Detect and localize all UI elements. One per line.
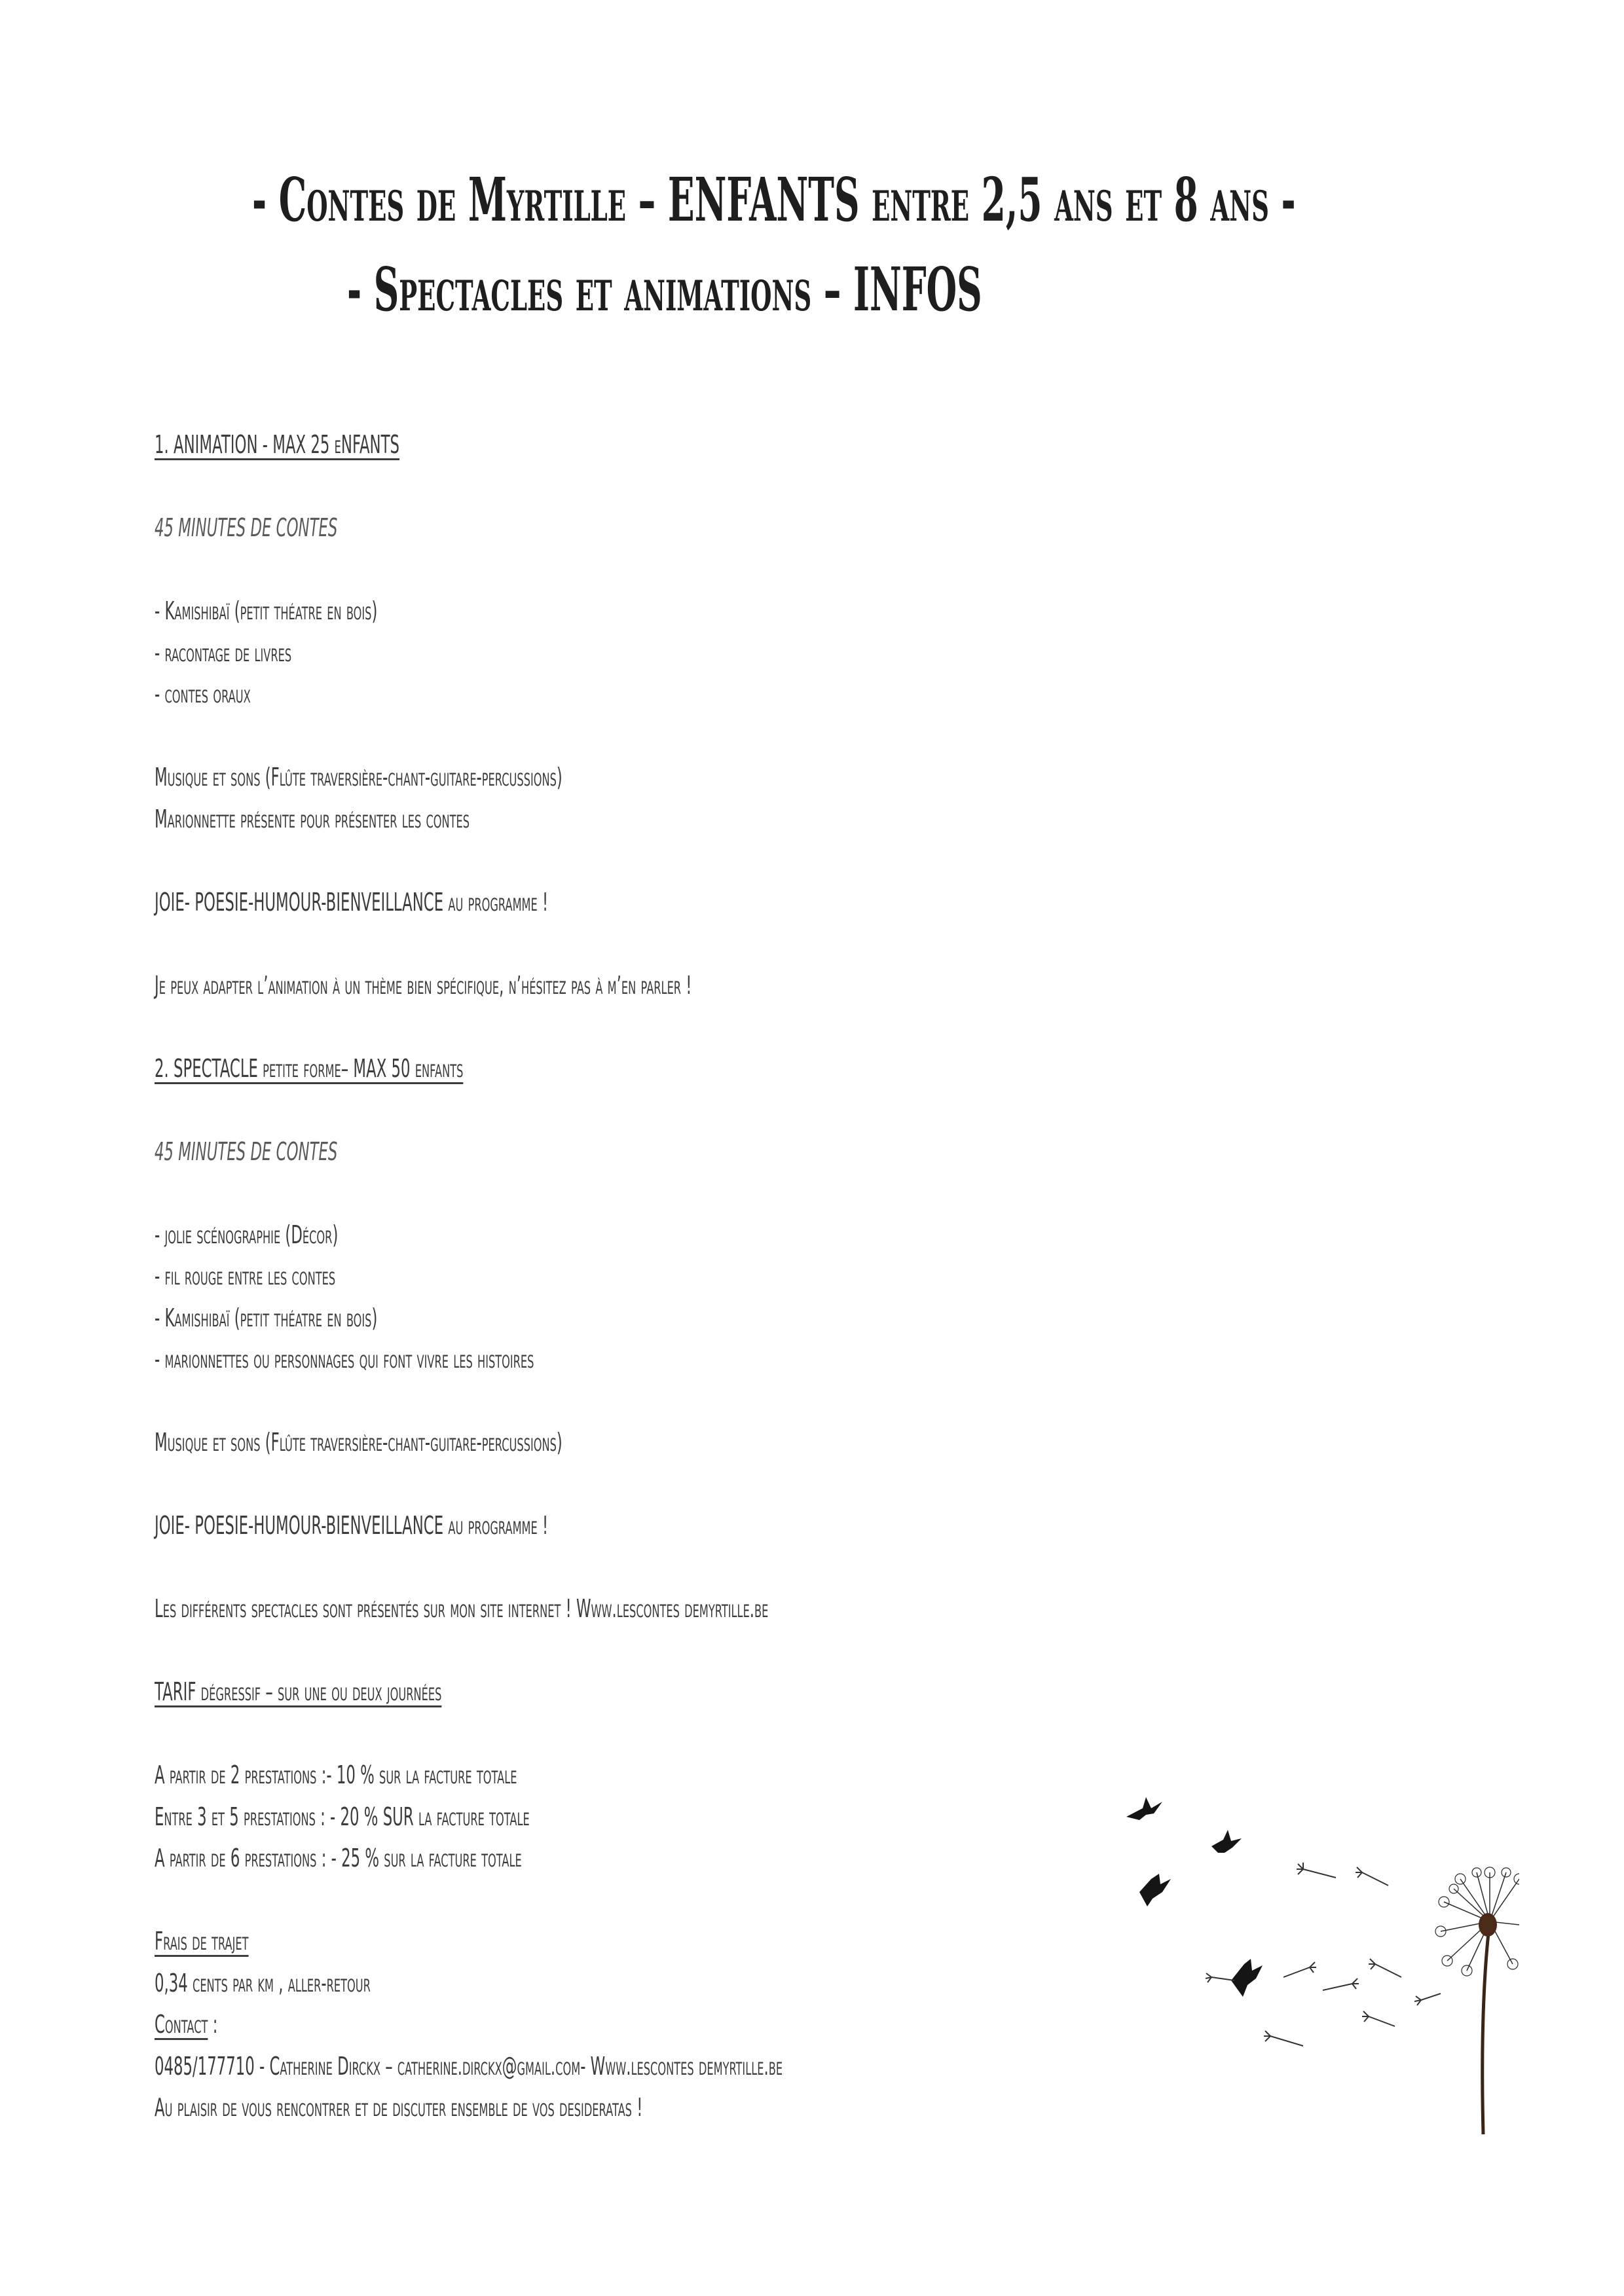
list-item: - jolie scénographie (Décor) (155, 1220, 339, 1249)
page-subtitle: - Spectacles et animations – INFOS (347, 254, 982, 325)
dandelion-icon (1435, 1867, 1519, 2134)
section-1-music: Musique et sons (Flûte traversière-chant-guitare-percussions) (155, 763, 563, 792)
tarif-row: Entre 3 et 5 prestations : - 20 % SUR la facture totale (155, 1802, 530, 1831)
bird-icon (1231, 1959, 1263, 1997)
tarif-heading: TARIF dégressif – sur une ou deux journées (155, 1677, 442, 1706)
seed-icon (1206, 1863, 1441, 2046)
section-2-joy: JOIE- POESIE-HUMOUR-BIENVEILLANCE au programme ! (155, 1511, 549, 1540)
website-note: Les différents spectacles sont présentés sur mon site internet ! Www.lescontes demyrtille.be (155, 1594, 769, 1623)
bird-icon (1139, 1874, 1171, 1906)
section-1-puppet: Marionnette présente pour présenter les contes (155, 804, 470, 833)
section-1-heading: 1. ANIMATION - MAX 25 eNFANTS (155, 430, 400, 459)
bird-icon (1126, 1797, 1162, 1820)
list-item: - Kamishibaï (petit théatre en bois) (155, 596, 378, 625)
section-1-joy: JOIE- POESIE-HUMOUR-BIENVEILLANCE au programme ! (155, 887, 549, 917)
section-2-heading: 2. SPECTACLE petite forme– MAX 50 enfants (155, 1053, 464, 1083)
contact-heading-suffix: : (208, 2010, 218, 2039)
list-item: - contes oraux (155, 680, 251, 708)
bird-icon (1211, 1830, 1242, 1853)
tarif-row: A partir de 2 prestations :- 10 % sur la facture totale (155, 1760, 517, 1789)
list-item: - marionnettes ou personnages qui font vivre les histoires (155, 1345, 534, 1374)
section-2-music: Musique et sons (Flûte traversière-chant-guitare-percussions) (155, 1428, 563, 1457)
list-item: - fil rouge entre les contes (155, 1262, 336, 1290)
section-1-duration: 45 MINUTES DE CONTES (155, 513, 338, 542)
contact-line: 0485/177710 - Catherine Dirckx – catherine.dirckx@gmail.com- Www.lescontes demyrtille.be (155, 2051, 783, 2081)
page-title: - Contes de Myrtille – ENFANTS entre 2,5 ans et 8 ans - (252, 164, 1296, 235)
section-1-adapt: Je peux adapter l’animation à un thème bien spécifique, n’hésitez pas à m’en parler ! (155, 970, 692, 1000)
dandelion-birds-illustration (1113, 1768, 1519, 2147)
list-item: - Kamishibaï (petit théatre en bois) (155, 1303, 378, 1332)
travel-detail: 0,34 cents par km , aller-retour (155, 1968, 371, 1997)
contact-closing: Au plaisir de vous rencontrer et de discuter ensemble de vos desideratas ! (155, 2093, 643, 2122)
list-item: - racontage de livres (155, 638, 292, 667)
tarif-row: A partir de 6 prestations : - 25 % sur la facture totale (155, 1844, 522, 1872)
contact-heading: Contact (155, 2010, 208, 2039)
section-2-duration: 45 MINUTES DE CONTES (155, 1137, 338, 1166)
travel-heading: Frais de trajet (155, 1927, 249, 1956)
